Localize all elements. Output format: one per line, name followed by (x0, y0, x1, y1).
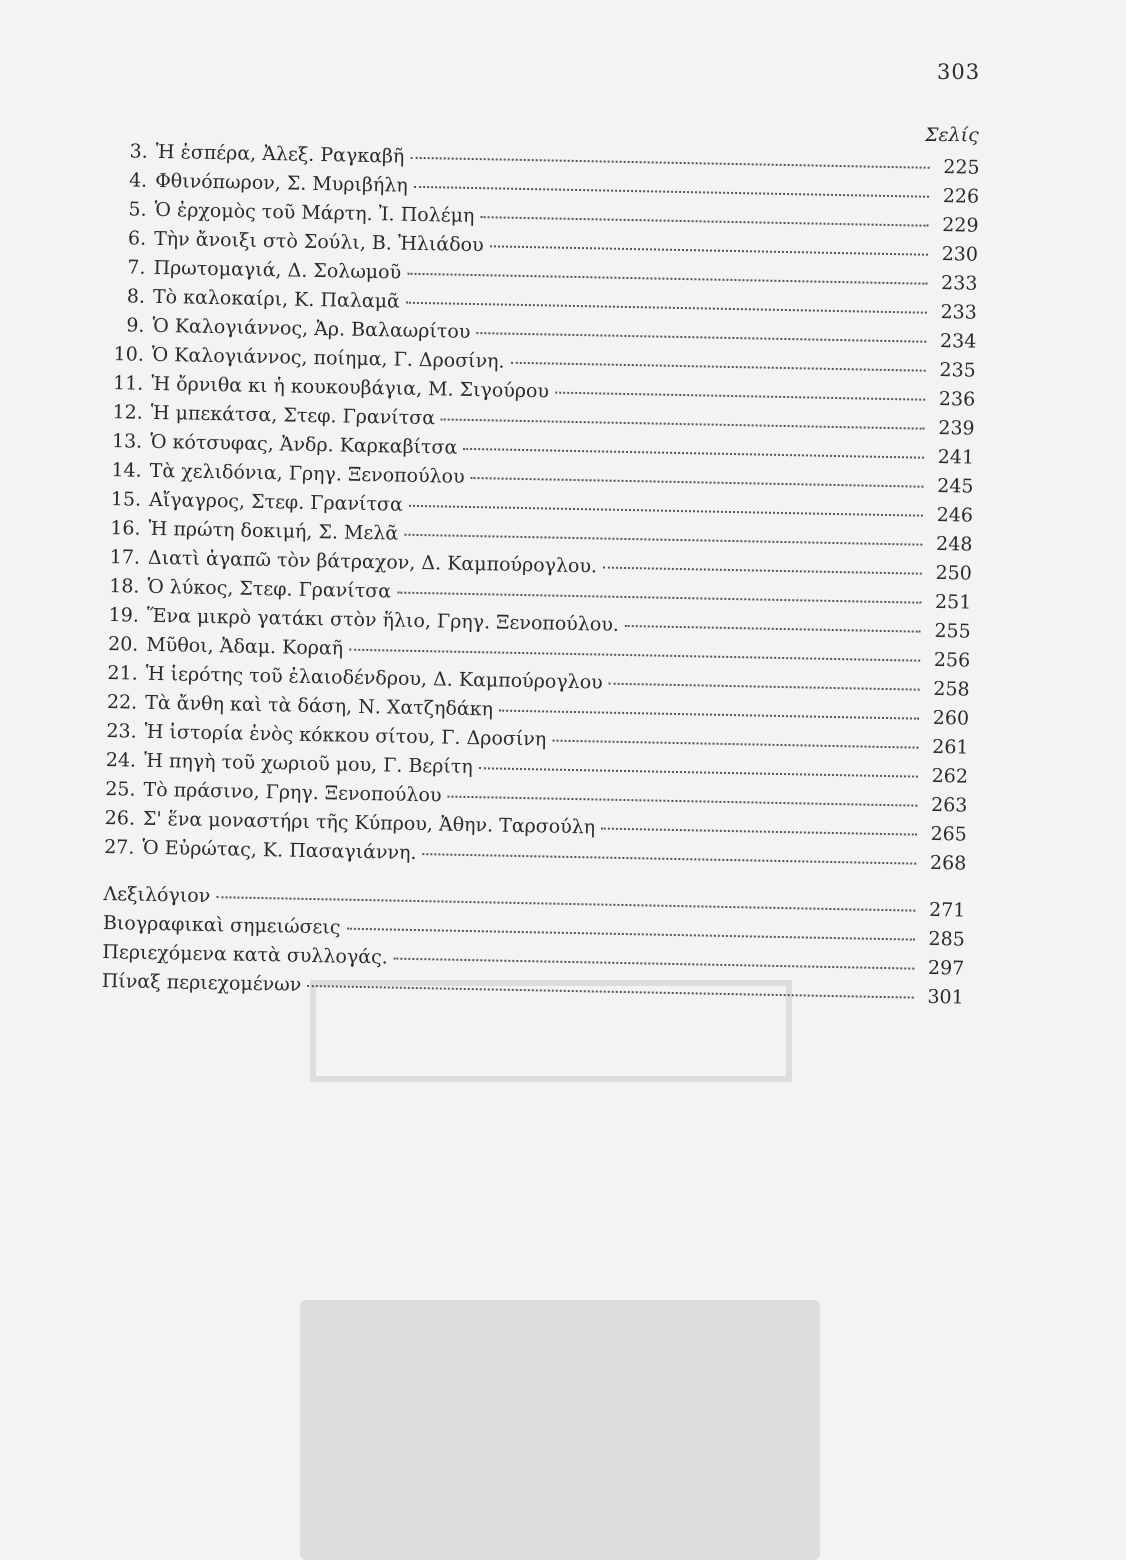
dot-leader (406, 301, 927, 314)
entry-title: Τὸ πράσινο, Γρηγ. Ξενοπούλου (143, 778, 442, 807)
dot-leader (463, 447, 924, 459)
entry-number: 15. (110, 488, 142, 511)
entry-page: 236 (938, 387, 976, 411)
entry-title: Διατὶ ἀγαπῶ τὸν βάτραχον, Δ. Καμπούρογλου. (147, 546, 598, 578)
entry-page: 230 (941, 242, 979, 266)
dot-leader (414, 185, 929, 198)
entry-number: 5. (128, 198, 147, 221)
table-of-contents (94, 140, 980, 1016)
dot-leader (471, 476, 924, 488)
entry-number: 25. (105, 778, 136, 801)
entry-title: Ὁ Καλογιάννος, ποίημα, Γ. Δροσίνη. (151, 343, 505, 373)
page-number: 303 (937, 60, 981, 84)
dot-leader (601, 827, 917, 836)
entry-number: 10. (113, 343, 145, 366)
show-through-block (300, 1300, 820, 1560)
dot-leader (407, 272, 927, 285)
entry-page: 248 (935, 532, 973, 556)
entry-title: Ὁ Καλογιάννος, Ἀρ. Βαλαωρίτου (152, 314, 471, 343)
entry-page: 263 (930, 793, 968, 817)
entry-page: 233 (940, 271, 978, 295)
entry-number: 26. (104, 807, 136, 830)
entry-title: Ἡ ἱστορία ἑνὸς κόκκου σίτου, Γ. Δροσίνη (144, 720, 547, 751)
entry-page: 255 (934, 619, 971, 643)
entry-page: 229 (942, 213, 979, 237)
entry-title: Τὴν ἄνοιξι στὸ Σούλι, Β. Ἠλιάδου (153, 227, 484, 257)
entry-title: Μῦθοι, Ἀδαμ. Κοραῆ (146, 633, 344, 660)
entry-page: 250 (935, 561, 973, 585)
dot-leader (346, 927, 914, 941)
entry-title: Τὸ καλοκαίρι, Κ. Παλαμᾶ (152, 285, 401, 313)
entry-page: 246 (936, 503, 974, 527)
dot-leader (499, 709, 919, 720)
entry-number: 21. (107, 662, 138, 685)
dot-leader (409, 504, 923, 517)
entry-title: Ἡ ἱερότης τοῦ ἐλαιοδένδρου, Δ. Καμπούρογλου (145, 662, 603, 694)
dot-leader (404, 533, 922, 546)
dot-leader (555, 391, 925, 401)
dot-leader (349, 648, 920, 662)
entry-title: Ἡ πρώτη δοκιμή, Σ. Μελᾶ (148, 517, 399, 545)
entry-page: 285 (928, 927, 966, 951)
entry-title: Πίναξ περιεχομένων (101, 970, 302, 996)
entry-number: 27. (103, 836, 135, 859)
entry-title: Φθινόπωρον, Σ. Μυριβήλη (155, 169, 408, 197)
dot-leader (422, 852, 916, 864)
entry-title: Περιεχόμενα κατὰ συλλογάς. (102, 941, 389, 969)
entry-number: 4. (128, 169, 148, 192)
entry-page: 241 (937, 445, 975, 469)
entry-number: 17. (109, 546, 141, 569)
entry-number: 7. (127, 256, 146, 279)
dot-leader (447, 795, 917, 807)
entry-page: 245 (937, 474, 974, 498)
entry-page: 262 (931, 764, 969, 788)
entry-number: 24. (105, 749, 137, 772)
entry-page: 297 (927, 956, 965, 980)
entry-number: 18. (109, 575, 140, 598)
entry-title: Ὁ λύκος, Στεφ. Γρανίτσα (147, 575, 392, 603)
entry-title: Αἴγαγρος, Στεφ. Γρανίτσα (148, 488, 403, 516)
entry-number: 19. (108, 604, 140, 627)
entry-page: 260 (932, 706, 970, 730)
entry-page: 258 (933, 677, 970, 701)
dot-leader (479, 766, 918, 777)
entry-page: 256 (933, 648, 971, 672)
toc-appendix (102, 883, 966, 1016)
entry-title: Σ' ἕνα μοναστήρι τῆς Κύπρου, Ἀθην. Ταρσούλη (142, 807, 596, 839)
entry-number: 22. (106, 691, 138, 714)
entry-page: 265 (930, 822, 968, 846)
dot-leader (490, 244, 928, 255)
entry-number: 13. (111, 430, 143, 453)
dot-leader (480, 215, 928, 227)
entry-number: 9. (126, 314, 145, 337)
entry-number: 8. (126, 285, 146, 308)
entry-page: 301 (927, 985, 964, 1009)
dot-leader (216, 895, 915, 911)
entry-title: Ἡ πηγὴ τοῦ χωριοῦ μου, Γ. Βερίτη (143, 749, 473, 779)
entry-title: Ὁ ἐρχομὸς τοῦ Μάρτη. Ἰ. Πολέμη (154, 198, 475, 228)
dot-leader (410, 156, 929, 169)
entry-number: 23. (106, 720, 137, 743)
entry-page: 251 (934, 590, 972, 614)
page-column-header: Σελίς (925, 124, 979, 146)
dot-leader (441, 417, 925, 429)
entry-page: 226 (942, 185, 980, 208)
entry-title: Ἡ ὄρνιθα κι ἡ κουκουβάγια, Μ. Σιγούρου (151, 372, 550, 403)
dot-leader (397, 591, 921, 604)
entry-number: 12. (112, 401, 143, 424)
dot-leader (511, 361, 926, 372)
entry-title: Ἡ ἑσπέρα, Ἀλεξ. Ραγκαβῆ (155, 140, 405, 168)
entry-title: Ὁ κότσυφας, Ἀνδρ. Καρκαβίτσα (150, 430, 458, 459)
entry-page: 261 (932, 735, 969, 759)
entry-page: 239 (938, 416, 975, 440)
entry-title: Ὁ Εὐρώτας, Κ. Πασαγιάννη. (142, 836, 417, 865)
entry-title: Πρωτομαγιά, Δ. Σολωμοῦ (153, 256, 402, 284)
dot-leader (603, 566, 922, 575)
dot-leader (625, 624, 921, 633)
entry-number: 14. (111, 459, 142, 482)
dot-leader (609, 682, 920, 691)
entry-title: Ἡ μπεκάτσα, Στεφ. Γρανίτσα (150, 401, 436, 430)
dot-leader (476, 331, 926, 343)
entry-title: Τὰ ἄνθη καὶ τὰ δάση, Ν. Χατζηδάκη (144, 691, 494, 721)
entry-number: 11. (112, 372, 144, 395)
dot-leader (307, 984, 914, 999)
entry-page: 233 (940, 300, 978, 324)
entry-page: 235 (939, 358, 976, 382)
entry-page: 234 (939, 329, 977, 353)
entry-page: 225 (943, 156, 980, 179)
entry-number: 20. (107, 633, 139, 656)
entry-page: 271 (928, 898, 966, 922)
entry-page: 268 (929, 851, 967, 875)
entry-number: 16. (110, 517, 141, 540)
entry-title: Τὰ χελιδόνια, Γρηγ. Ξενοπούλου (149, 459, 465, 488)
entry-number: 6. (127, 227, 147, 250)
toc-entries (96, 140, 980, 882)
dot-leader (394, 957, 915, 970)
entry-title: Βιογραφικαὶ σημειώσεις (102, 912, 341, 939)
dot-leader (552, 739, 918, 749)
entry-title: Ἕνα μικρὸ γατάκι στὸν ἥλιο, Γρηγ. Ξενοπούλου. (146, 604, 620, 636)
entry-number: 3. (129, 140, 148, 163)
entry-title: Λεξιλόγιον (103, 883, 211, 908)
